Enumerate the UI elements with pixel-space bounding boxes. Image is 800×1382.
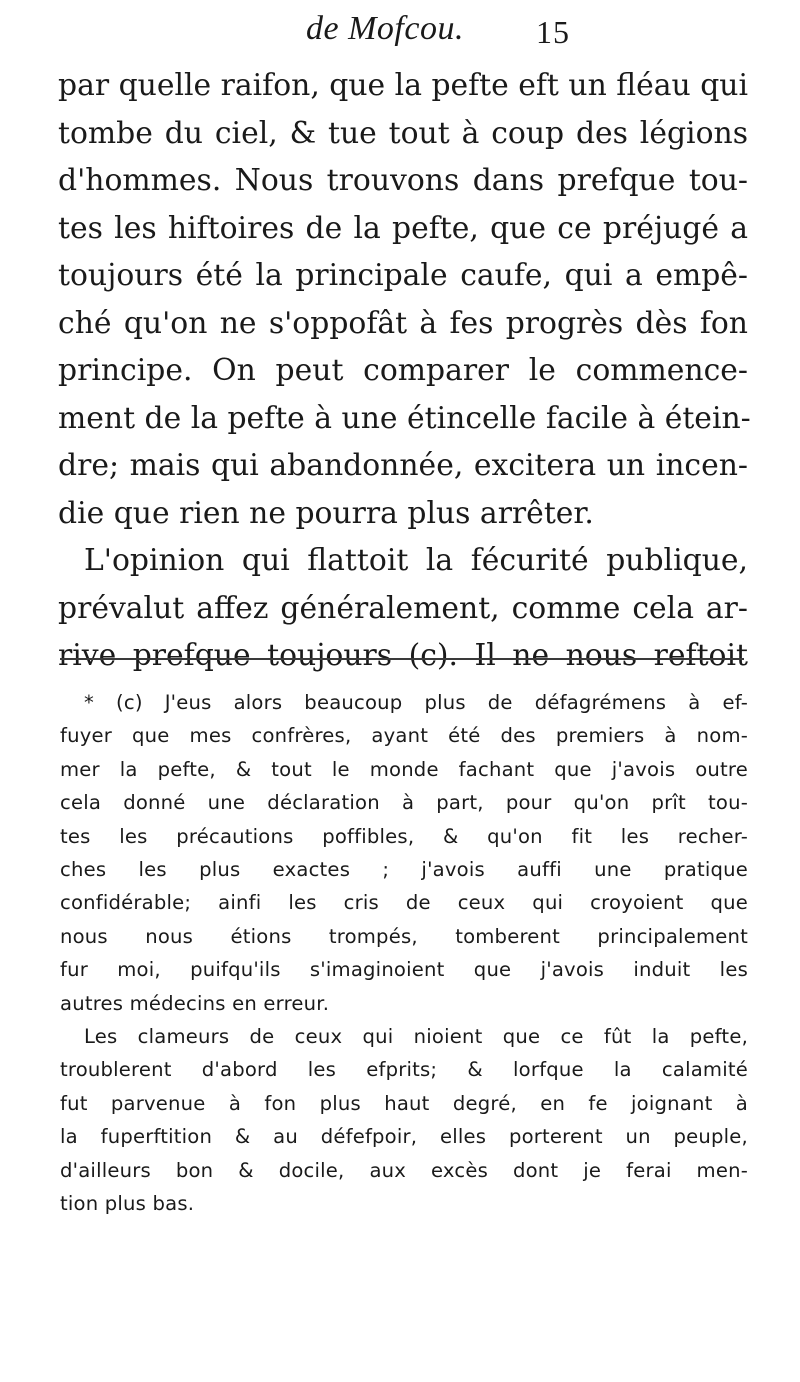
text-line: tombe du ciel, & tue tout à coup des légions (58, 115, 748, 151)
footnote-line: confidérable; ainfi les cris de ceux qui croyoient que (60, 891, 748, 915)
text-line: tes les hiftoires de la pefte, que ce préjugé a (58, 210, 748, 246)
text-line: ché qu'on ne s'oppofât à fes progrès dès fon (58, 305, 748, 341)
main-text (58, 62, 751, 680)
footnote-line: tes les précautions poffibles, & qu'on fit les recher- (60, 824, 748, 848)
footnote-line: tion plus bas. (60, 1192, 195, 1216)
text-line: d'hommes. Nous trouvons dans prefque tou- (58, 163, 748, 198)
footnote-line: cela donné une déclaration à part, pour qu'on prît tou- (60, 791, 748, 815)
running-title: de Mofcou. (306, 10, 464, 47)
footnote-line: mer la pefte, & tout le monde fachant que j'avois outre (60, 757, 748, 781)
text-line: toujours été la principale caufe, qui a empê- (58, 258, 748, 293)
text-line: L'opinion qui flattoit la fécurité publique, (84, 543, 748, 578)
footnote-line: * (c) J'eus alors beaucoup plus de défagrémens à ef- (84, 691, 748, 714)
footnote-line: troublerent d'abord les efprits; & lorfque la calamité (60, 1058, 748, 1082)
footnote-line: Les clameurs de ceux qui nioient que ce fût la pefte, (84, 1025, 748, 1049)
footnote-line: nous nous étions trompés, tomberent principalement (60, 924, 748, 948)
text-line: dre; mais qui abandonnée, excitera un incen- (58, 448, 748, 483)
text-line: par quelle raifon, que la pefte eft un fléau qui (58, 68, 748, 103)
text-line: principe. On peut comparer le commence- (58, 353, 748, 388)
footnote-line: ches les plus exactes ; j'avois auffi une pratique (60, 858, 748, 882)
text-line: die que rien ne pourra plus arrêter. (58, 495, 594, 531)
text-line: ment de la pefte à une étincelle facile à étein- (58, 400, 751, 436)
footnote-divider (60, 658, 744, 660)
footnote-line: autres médecins en erreur. (60, 991, 330, 1015)
footnote-line: fur moi, puifqu'ils s'imaginoient que j'avois induit les (60, 958, 748, 982)
footnote-line: d'ailleurs bon & docile, aux excès dont je ferai men- (60, 1158, 748, 1182)
text-line: rive prefque toujours (c). Il ne nous reftoit (58, 638, 748, 673)
text-line: prévalut affez généralement, comme cela ar- (58, 590, 748, 626)
page-number: 15 (536, 14, 570, 50)
page-header (306, 10, 606, 50)
footnote (60, 686, 748, 1221)
footnote-line: la fuperftition & au défefpoir, elles porterent un peuple, (60, 1125, 748, 1149)
footnote-line: fuyer que mes confrères, ayant été des premiers à nom- (60, 724, 748, 748)
footnote-line: fut parvenue à fon plus haut degré, en fe joignant à (60, 1091, 748, 1115)
